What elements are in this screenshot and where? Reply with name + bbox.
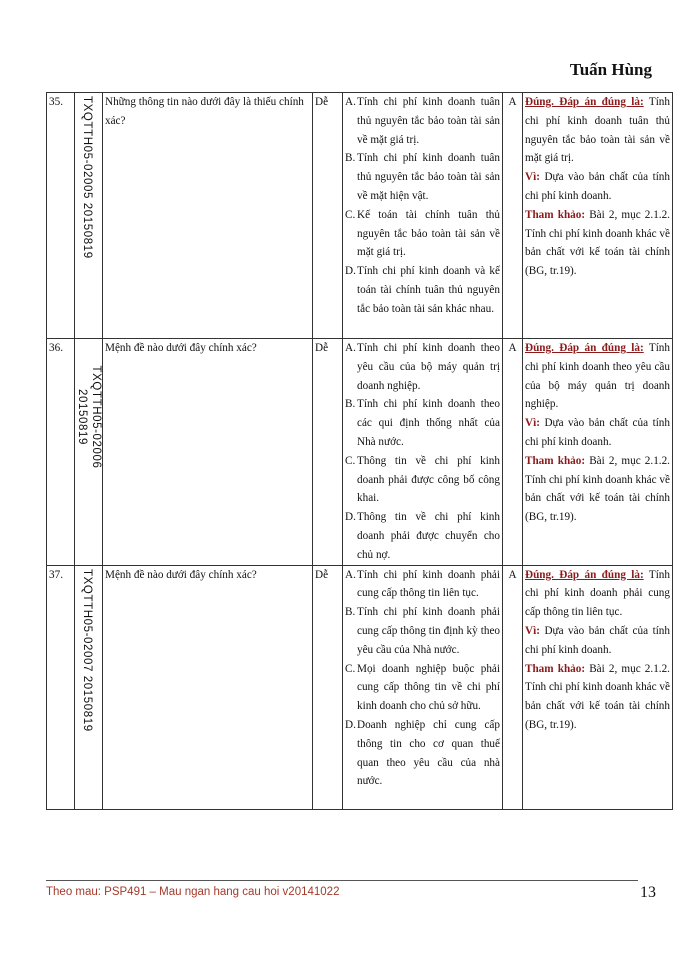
option-text: Thông tin về chi phí kinh doanh phải được chuyển cho chủ nợ. <box>357 511 500 561</box>
correct-label: Đúng. Đáp án đúng là: <box>525 342 644 354</box>
option-text: Thông tin về chi phí kinh doanh phải được công bố công khai. <box>357 454 500 505</box>
option-text: Tính chi phí kinh doanh tuân thủ nguyên tắc bảo toàn tài sản về mặt giá trị. <box>357 96 500 146</box>
option-letter: C. <box>345 208 356 221</box>
question-row <box>47 339 673 566</box>
option-text: Mọi doanh nghiệp buộc phải cung cấp thông tin về chi phí kinh doanh cho chủ sở hữu. <box>357 662 500 713</box>
option-letter: A. <box>345 96 356 108</box>
question-row <box>47 565 673 809</box>
reason-text: Dựa vào bản chất của tính chi phí kinh doanh. <box>525 417 670 448</box>
question-code: TXQTTH05-02006 20150819 <box>75 365 102 469</box>
question-code: TXQTTH05-02007 20150819 <box>80 568 93 732</box>
reason-label: Vì: <box>525 624 540 637</box>
question-row <box>47 93 673 339</box>
question-bank-table <box>46 92 673 810</box>
option <box>345 716 500 791</box>
option-letter: B. <box>345 606 356 619</box>
option-letter: B. <box>345 152 356 165</box>
answer-options <box>343 93 503 339</box>
option-text: Tính chi phí kinh doanh theo các qui định thống nhất của Nhà nước. <box>357 398 500 448</box>
reference-text: Bài 2, mục 2.1.2. Tính chi phí kinh doanh khác về bản chất với kế toán tài chính (BG, tr.19). <box>525 208 670 278</box>
option <box>345 262 500 318</box>
option-letter: C. <box>345 662 356 675</box>
answer-options <box>343 339 503 566</box>
option <box>345 508 500 564</box>
option-letter: B. <box>345 398 356 411</box>
question-number: 35. <box>47 93 75 339</box>
option <box>345 603 500 659</box>
question-code: TXQTTH05-02005 20150819 <box>80 96 93 259</box>
option-text: Tính chi phí kinh doanh phải cung cấp thông tin định kỳ theo yêu cầu của Nhà nước. <box>357 606 500 656</box>
page-number: 13 <box>640 884 656 901</box>
question-code-cell <box>75 565 103 809</box>
correct-text: Tính chi phí kinh doanh phải cung cấp thông tin liên tục. <box>525 568 670 619</box>
footer-template-label: Theo mau: PSP491 – Mau ngan hang cau hoi v20141022 <box>46 886 340 898</box>
explanation <box>523 93 673 339</box>
option <box>345 149 500 205</box>
option-text: Tính chi phí kinh doanh tuân thủ nguyên tắc bảo toàn tài sản về mặt hiện vật. <box>357 152 500 202</box>
option-letter: D. <box>345 718 356 731</box>
correct-label: Đúng. Đáp án đúng là: <box>525 568 644 581</box>
answer-options <box>343 565 503 809</box>
author-name: Tuấn Hùng <box>569 60 652 79</box>
correct-answer: A <box>503 93 523 339</box>
option-text: Tính chi phí kinh doanh theo yêu cầu của bộ máy quản trị doanh nghiệp. <box>357 342 500 392</box>
reference-label: Tham khảo: <box>525 662 586 675</box>
option <box>345 206 500 262</box>
reason-text: Dựa vào bản chất của tính chi phí kinh doanh. <box>525 171 670 202</box>
option <box>345 566 500 604</box>
question-number: 36. <box>47 339 75 566</box>
correct-label: Đúng. Đáp án đúng là: <box>525 96 644 108</box>
reason-label: Vì: <box>525 171 540 184</box>
option-letter: D. <box>345 511 356 524</box>
reference-text: Bài 2, mục 2.1.2. Tính chi phí kinh doanh khác về bản chất với kế toán tài chính (BG, tr.19). <box>525 662 670 731</box>
explanation <box>523 339 673 566</box>
reason-label: Vì: <box>525 417 540 430</box>
reference-label: Tham khảo: <box>525 454 586 467</box>
question-text: Những thông tin nào dưới đây là thiếu chính xác? <box>103 93 313 339</box>
question-code-cell <box>75 93 103 339</box>
correct-answer: A <box>503 565 523 809</box>
option <box>345 93 500 149</box>
correct-text: Tính chi phí kinh doanh tuân thủ nguyên tắc bảo toàn tài sản về mặt giá trị. <box>525 96 670 165</box>
difficulty-level: Dễ <box>313 565 343 809</box>
reference-text: Bài 2, mục 2.1.2. Tính chi phí kinh doanh khác về bản chất với kế toán tài chính (BG, tr.19). <box>525 454 670 524</box>
option-text: Tính chi phí kinh doanh và kế toán tài chính tuân thủ nguyên tắc bảo toàn tài sản khác nhau. <box>357 265 500 315</box>
correct-text: Tính chi phí kinh doanh theo yêu cầu của bộ máy quản trị doanh nghiệp. <box>525 342 670 411</box>
option-text: Kế toán tài chính tuân thủ nguyên tắc bảo toàn tài sản về mặt giá trị. <box>357 208 500 259</box>
question-text: Mệnh đề nào dưới đây chính xác? <box>103 339 313 566</box>
option-letter: D. <box>345 265 356 278</box>
explanation <box>523 565 673 809</box>
option-letter: A. <box>345 568 356 581</box>
option-letter: C. <box>345 454 356 467</box>
reference-label: Tham khảo: <box>525 208 586 221</box>
question-number: 37. <box>47 565 75 809</box>
option-letter: A. <box>345 342 356 354</box>
option-text: Doanh nghiệp chỉ cung cấp thông tin cho cơ quan thuế quan theo yêu cầu của nhà nước. <box>357 718 500 788</box>
question-code-cell <box>75 339 103 566</box>
option <box>345 660 500 716</box>
question-text: Mệnh đề nào dưới đây chính xác? <box>103 565 313 809</box>
difficulty-level: Dễ <box>313 93 343 339</box>
footer-divider <box>46 880 638 881</box>
option <box>345 395 500 451</box>
difficulty-level: Dễ <box>313 339 343 566</box>
option-text: Tính chi phí kinh doanh phải cung cấp thông tin liên tục. <box>357 568 500 600</box>
option <box>345 452 500 508</box>
reason-text: Dựa vào bản chất của tính chi phí kinh doanh. <box>525 624 670 656</box>
option <box>345 339 500 395</box>
correct-answer: A <box>503 339 523 566</box>
